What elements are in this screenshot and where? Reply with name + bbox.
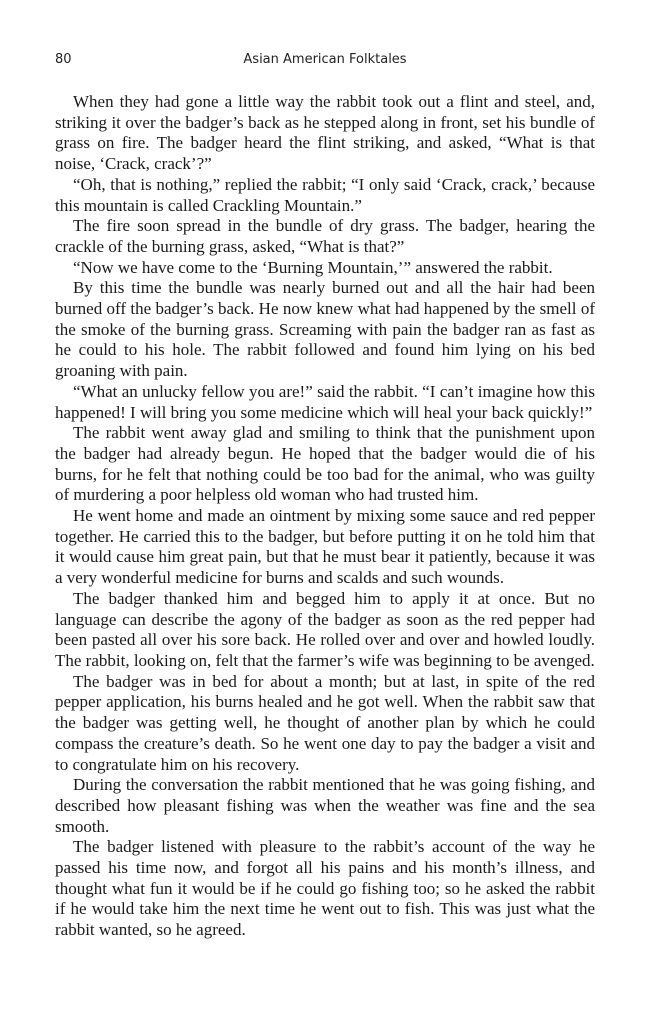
- paragraph: “Now we have come to the ‘Burning Mountain,’” answered the rabbit.: [73, 257, 553, 277]
- paragraph: The badger listened with pleasure to the rabbit’s account of the way he passed his time now, and forgot all his pains and his month’s illness, and thought what fun it would be if he could go fishing too; so he asked the rabbit if he would take him the next time he went out to fish. This was just what the rabbit wanted, so he agreed.: [55, 837, 595, 940]
- paragraph: The rabbit went away glad and smiling to think that the punishment upon the badger had already begun. He hoped that the badger would die of his burns, for he felt that nothing could be too bad for the animal, who was guilty of murdering a poor helpless old woman who had trusted him.: [55, 423, 595, 505]
- paragraph: By this time the bundle was nearly burned out and all the hair had been burned off the badger’s back. He now knew what had happened by the smell of the smoke of the burning grass. Screaming with pain the badger ran as fast as he could to his hole. The rabbit followed and found him lying on his bed groaning with pain.: [55, 278, 595, 381]
- paragraph: “What an unlucky fellow you are!” said the rabbit. “I can’t imagine how this happened! I will bring you some medicine which will heal your back quickly!”: [55, 381, 595, 422]
- paragraph: The badger was in bed for about a month; but at last, in spite of the red pepper application, his burns healed and he got well. When the rabbit saw that the badger was getting well, he thought of another plan by which he could compass the creature’s death. So he went one day to pay the badger a visit and to congratulate him on his recovery.: [55, 671, 595, 774]
- paragraph: He went home and made an ointment by mixing some sauce and red pepper together. He carried this to the badger, but before putting it on he told him that it would cause him great pain, but that he must bear it patiently, because it was a very wonderful medicine for burns and scalds and such wounds.: [55, 506, 595, 588]
- running-head: [55, 52, 595, 72]
- body-text: [55, 92, 595, 941]
- paragraph: “Oh, that is nothing,” replied the rabbit; “I only said ‘Crack, crack,’ because this mountain is called Crackling Mountain.”: [55, 174, 595, 215]
- paragraph: When they had gone a little way the rabbit took out a flint and steel, and, striking it over the badger’s back as he stepped along in front, set his bundle of grass on fire. The badger heard the flint striking, and asked, “What is that noise, ‘Crack, crack’?”: [55, 92, 595, 174]
- page-number: 80: [55, 52, 72, 67]
- paragraph: The badger thanked him and begged him to apply it at once. But no language can describe the agony of the badger as soon as the red pepper had been pasted all over his sore back. He rolled over and over and howled loudly. The rabbit, looking on, felt that the farmer’s wife was beginning to be avenged.: [55, 588, 595, 670]
- paragraph: During the conversation the rabbit mentioned that he was going fishing, and described how pleasant fishing was when the weather was fine and the sea smooth.: [55, 775, 595, 836]
- paragraph: The fire soon spread in the bundle of dry grass. The badger, hearing the crackle of the burning grass, asked, “What is that?”: [55, 216, 595, 256]
- running-title: Asian American Folktales: [243, 52, 407, 67]
